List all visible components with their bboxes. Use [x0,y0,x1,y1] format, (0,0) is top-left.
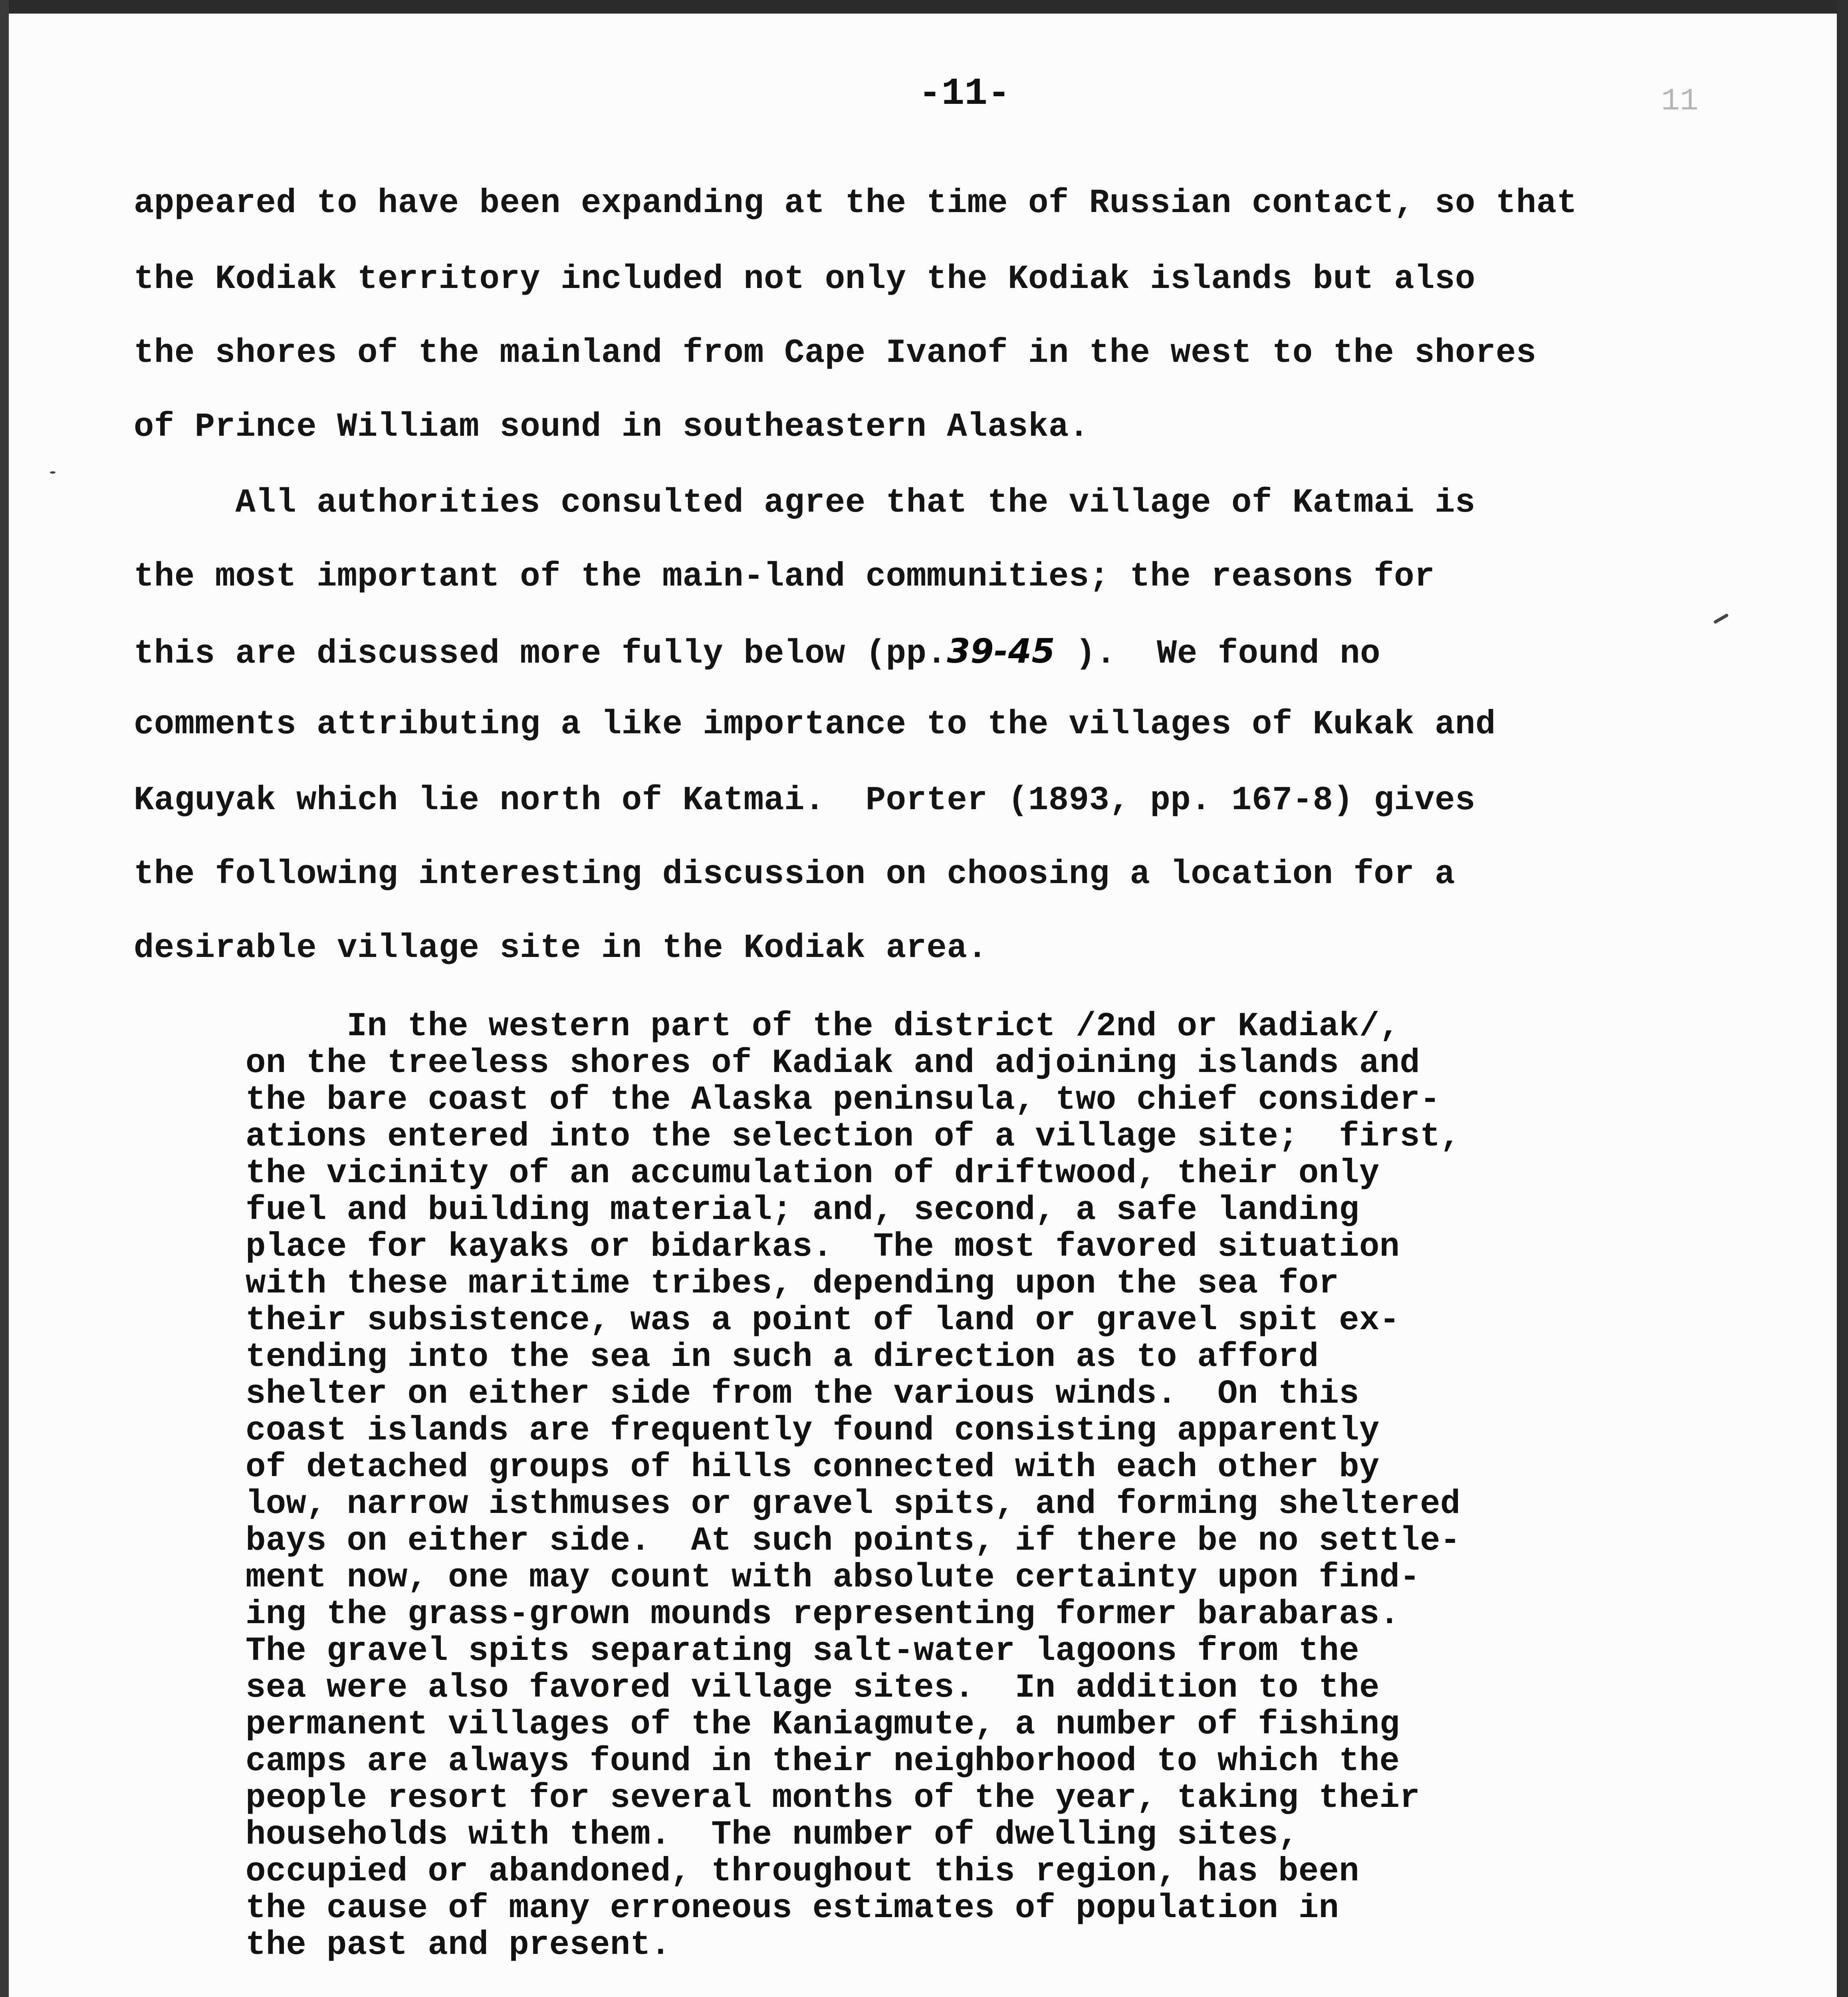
paragraph-2-line: comments attributing a like importance to the villages of Kukak and [134,706,1496,744]
quotation-line: ing the grass-grown mounds representing former barabaras. [246,1596,1400,1634]
quotation-line: low, narrow isthmuses or gravel spits, and forming sheltered [246,1485,1461,1523]
quotation-line: the cause of many erroneous estimates of population in [246,1890,1339,1928]
quotation-line: shelter on either side from the various winds. On this [246,1375,1359,1413]
quotation-line: camps are always found in their neighborhood to which the [246,1743,1400,1781]
margin-page-mark: 11 [1661,84,1699,119]
quotation-line: fuel and building material; and, second, a safe landing [246,1191,1359,1229]
quotation-line: coast islands are frequently found consisting apparently [246,1412,1380,1450]
scan-right-edge [1837,0,1848,1997]
paragraph-1-line: appeared to have been expanding at the time of Russian contact, so that [134,185,1577,222]
quotation-line: households with them. The number of dwelling sites, [246,1816,1299,1854]
quotation-line: people resort for several months of the year, taking their [246,1779,1420,1817]
quotation-line: tending into the sea in such a direction as to afford [246,1338,1319,1376]
quotation-line: permanent villages of the Kaniagmute, a number of fishing [246,1706,1400,1744]
handwritten-page-reference: 39-45 [947,631,1055,671]
quotation-line: ment now, one may count with absolute certainty upon find- [246,1559,1420,1597]
quotation-line: The gravel spits separating salt-water lagoons from the [246,1632,1359,1670]
paragraph-1-line: the shores of the mainland from Cape Ivanof in the west to the shores [134,334,1537,372]
quotation-line: occupied or abandoned, throughout this region, has been [246,1853,1359,1891]
text-after-page-reference: ). We found no [1055,635,1381,673]
quotation-line: In the western part of the district /2nd or Kadiak/, [246,1008,1400,1046]
quotation-line: with these maritime tribes, depending upon the sea for [246,1265,1339,1303]
paragraph-2-line: the following interesting discussion on choosing a location for a [134,856,1455,893]
quotation-line: the past and present. [246,1926,671,1964]
scan-speck [50,471,56,474]
quotation-line: bays on either side. At such points, if there be no settle- [246,1522,1461,1560]
paragraph-1-line: the Kodiak territory included not only the Kodiak islands but also [134,260,1475,298]
quotation-line: the bare coast of the Alaska peninsula, two chief consider- [246,1081,1440,1119]
scan-left-edge [0,0,9,1997]
quotation-line: on the treeless shores of Kadiak and adjoining islands and [246,1044,1420,1082]
scan-speck [1713,613,1729,624]
text-before-page-reference: this are discussed more fully below (pp. [134,635,947,673]
paragraph-2-line: Kaguyak which lie north of Katmai. Porter (1893, pp. 167-8) gives [134,782,1475,820]
quotation-line: place for kayaks or bidarkas. The most favored situation [246,1228,1400,1266]
quotation-line: of detached groups of hills connected with each other by [246,1449,1380,1487]
paragraph-2-line: desirable village site in the Kodiak area. [134,929,988,967]
quotation-line: their subsistence, was a point of land or gravel spit ex- [246,1302,1400,1340]
quotation-line: sea were also favored village sites. In addition to the [246,1669,1380,1707]
paragraph-2-line-with-page-reference [134,631,1380,674]
quotation-line: ations entered into the selection of a village site; first, [246,1118,1461,1156]
scan-top-edge [0,0,1848,14]
paragraph-1-line: of Prince William sound in southeastern Alaska. [134,408,1089,446]
paragraph-2-line: All authorities consulted agree that the village of Katmai is [134,484,1475,522]
paragraph-2-line: the most important of the main-land communities; the reasons for [134,558,1435,596]
page-number: -11- [918,72,1011,115]
quotation-line: the vicinity of an accumulation of driftwood, their only [246,1155,1380,1193]
